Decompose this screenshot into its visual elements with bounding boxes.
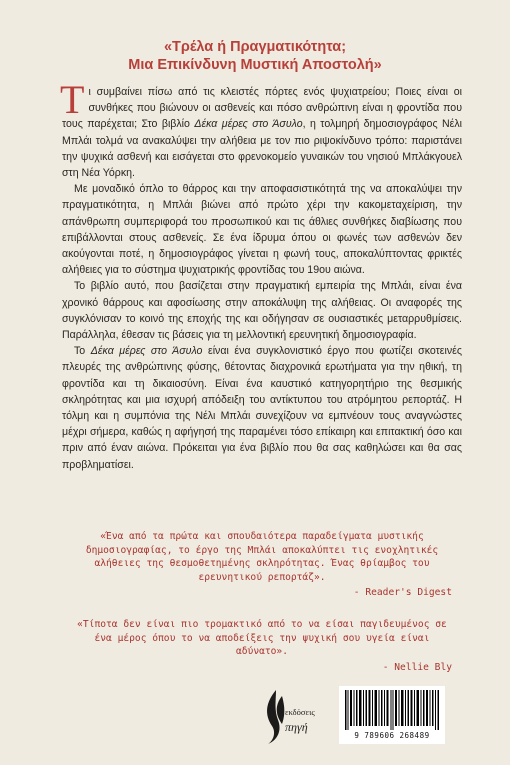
quote-text: «Τίποτα δεν είναι πιο τρομακτικό από το να είσαι παγιδευμένος σε ένα μέρος όπου το να αποδείξεις την ψυχική σου υγεία είναι αδύνατο».	[77, 619, 447, 657]
paragraph-2: Με μοναδικό όπλο το θάρρος και την αποφασιστικότητά της να αποκαλύψει την πραγματικότητα, η Μπλάι βιώνει από πρώτο χέρι την κακομεταχείριση, την απάνθρωπη συμπεριφορά του προσωπικού και τις άθλιες συνθήκες διαβίωσης που επιβάλλονται στους ασθενείς. Σε ένα ίδρυμα όπου οι φωνές των ασθενών δεν ακούγονται ποτέ, η δημοσιογράφος γίνεται η φωνή τους, αποκαλύπτοντας φρικτές αλήθειες για το σύστημα ψυχιατρικής φροντίδας του 19ου αιώνα.	[62, 183, 462, 277]
quote-source: - Reader's Digest	[353, 587, 452, 598]
paragraph-1-text-a: ι συμβαίνει πίσω από τις κλειστές πόρτες ενός ψυχιατρείου; Ποιες είναι οι συνθήκες που βιώνουν οι ασθενείς και πόσο ανθρώπινη είναι η φροντίδα που τους παρέχεται; Στο βιβλίο	[62, 86, 462, 131]
book-title-inline: Δέκα μέρες στο Άσυλο	[194, 118, 303, 131]
cover-heading	[0, 38, 510, 74]
drop-cap: Τ	[60, 77, 85, 122]
publisher-label: εκδόσεις	[285, 707, 315, 717]
quote-source: - Nellie Bly	[382, 661, 452, 673]
paragraph-1-text-b: , η τολμηρή δημοσιογράφος Νέλι Μπλάι τολμά να ανακαλύψει την αλήθεια με τον πιο ριψοκίνδυνο τρόπο: παριστάνει την ψυχικά ασθενή και εισάγεται στο φρενοκομείο γυναικών του νησιού Μπλάκγουελ στη Νέα Υόρκη.	[62, 118, 462, 180]
barcode-bars	[345, 690, 439, 730]
review-quote	[72, 530, 452, 600]
paragraph-3: Το βιβλίο αυτό, που βασίζεται στην πραγματική εμπειρία της Μπλάι, είναι ένα χρονικό θάρρους και αφοσίωσης στην αποκάλυψη της αλήθειας. Οι αναφορές της συγκλόνισαν το κοινό της εποχής της και οδήγησαν σε ουσιαστικές μεταρρυθμίσεις. Παράλληλα, έθεσαν τις βάσεις για τη μελλοντική ερευνητική δημοσιογραφία.	[62, 280, 462, 342]
paragraph-1	[60, 77, 462, 181]
quote-text: «Ένα από τα πρώτα και σπουδαιότερα παραδείγματα μυστικής δημοσιογραφίας, το έργο της Μπλάι αποκαλύπτει τις ενοχλητικές αλήθειες της θεσμοθετημένης σκληρότητας. Ένας θρίαμβος του ερευνητικού ρεπορτάζ».	[85, 531, 439, 583]
heading-line-2: Μια Επικίνδυνη Μυστική Αποστολή»	[128, 57, 382, 73]
book-title-inline: Δέκα μέρες στο Άσυλο	[90, 345, 203, 358]
heading-line-1: «Τρέλα ή Πραγματικότητα;	[163, 39, 347, 55]
isbn-number: 9 789606 268489	[354, 731, 430, 740]
isbn-barcode	[339, 686, 445, 744]
paragraph-4	[62, 343, 462, 473]
author-quote	[72, 618, 452, 674]
publisher-name: πηγή	[285, 720, 308, 734]
synopsis	[60, 77, 462, 473]
paragraph-4-text-b: είναι ένα συγκλονιστικό έργο που φωτίζει σκοτεινές πλευρές της ανθρώπινης φύσης, θέτοντας διαχρονικά ερωτήματα για την ηθική, τη φροντίδα και τη δικαιοσύνη. Είναι ένα καυστικό κατηγορητήριο της θεσμικής σκληρότητας και μια ισχυρή απόδειξη του αντίκτυπου του ατρόμητου ρεπορτάζ. Η τόλμη και η συμπόνια της Νέλι Μπλάι συνεχίζουν να εμπνέουν τους αναγνώστες μέχρι σήμερα, καθώς η αφήγησή της παραμένει τόσο επίκαιρη και επιτακτική όσο και πριν από έναν αιώνα. Πρόκειται για ένα βιβλίο που θα σας καθηλώσει και θα σας προβληματίσει.	[62, 345, 462, 471]
paragraph-4-text-a: Το	[74, 345, 91, 358]
